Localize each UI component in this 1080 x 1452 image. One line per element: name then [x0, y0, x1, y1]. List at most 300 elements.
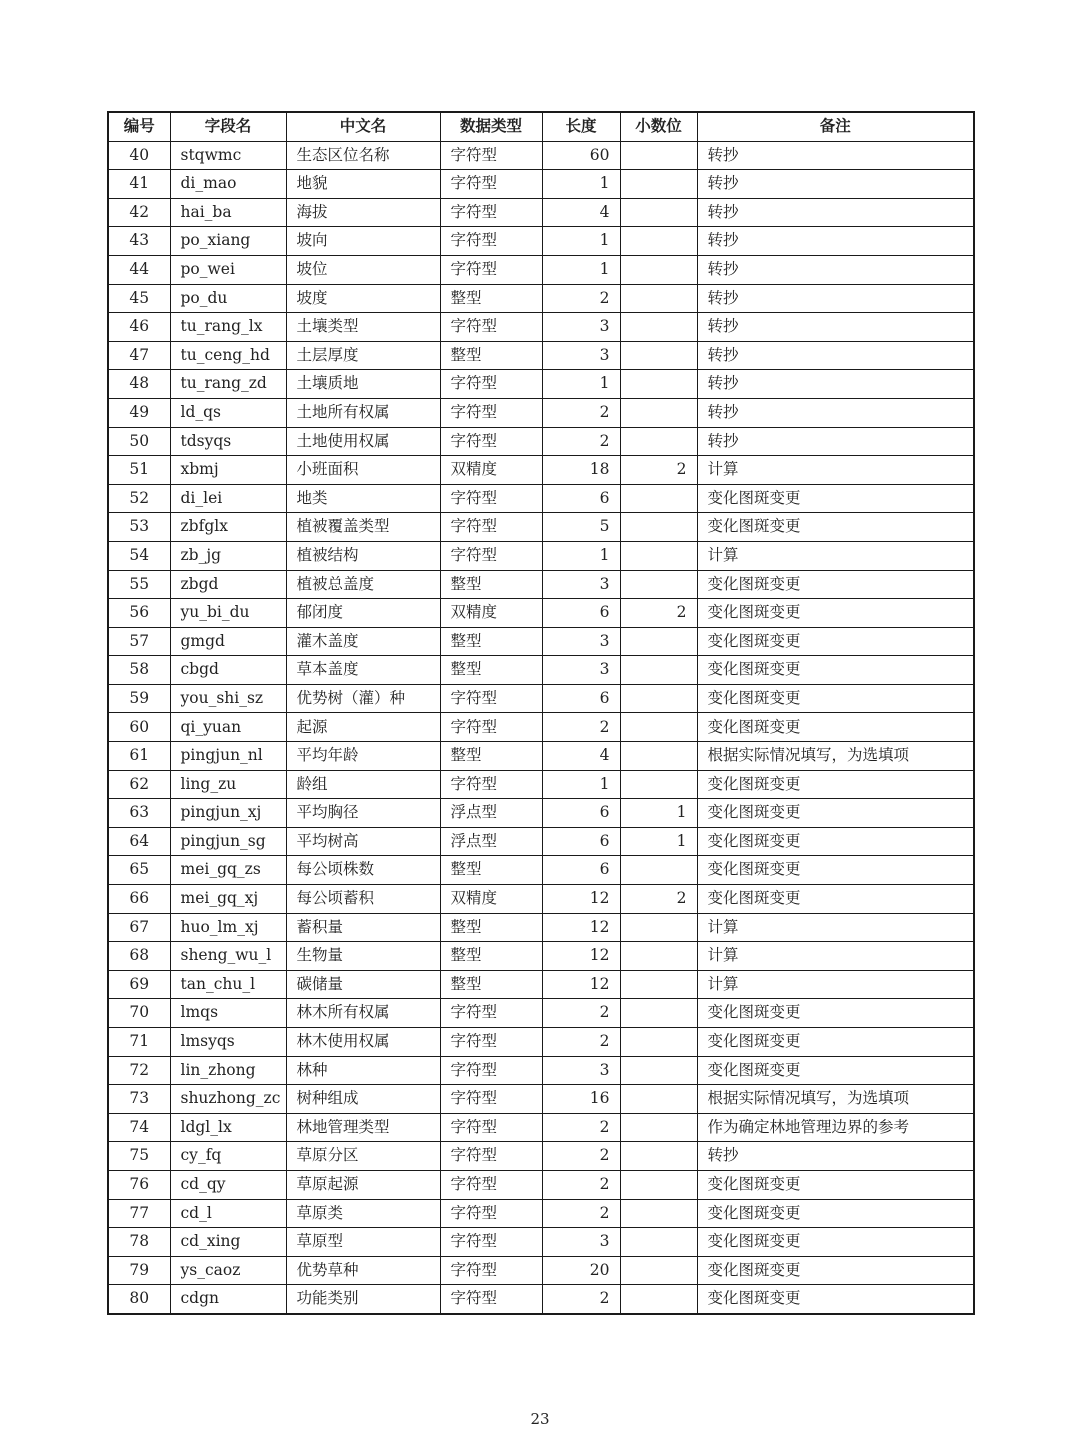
cell-row-id: 48 — [108, 370, 170, 399]
table-row — [108, 770, 974, 799]
cell-length: 2 — [542, 1113, 620, 1142]
cell-chinese-name: 每公顷蓄积 — [286, 885, 440, 914]
cell-data-type: 字符型 — [440, 1028, 542, 1057]
table-row — [108, 1256, 974, 1285]
cell-chinese-name: 功能类别 — [286, 1285, 440, 1314]
cell-row-id: 41 — [108, 170, 170, 199]
cell-data-type: 字符型 — [440, 1228, 542, 1257]
table-row — [108, 1170, 974, 1199]
cell-length: 1 — [542, 541, 620, 570]
cell-chinese-name: 平均年龄 — [286, 742, 440, 771]
cell-row-id: 75 — [108, 1142, 170, 1171]
cell-length: 12 — [542, 885, 620, 914]
cell-field-name: po_du — [170, 284, 286, 313]
cell-chinese-name: 坡度 — [286, 284, 440, 313]
cell-decimals — [620, 255, 697, 284]
cell-remarks: 变化图斑变更 — [697, 1228, 974, 1257]
cell-remarks: 计算 — [697, 541, 974, 570]
cell-row-id: 57 — [108, 627, 170, 656]
cell-row-id: 62 — [108, 770, 170, 799]
cell-length: 12 — [542, 913, 620, 942]
cell-decimals — [620, 656, 697, 685]
cell-data-type: 整型 — [440, 913, 542, 942]
cell-remarks: 变化图斑变更 — [697, 1256, 974, 1285]
cell-row-id: 71 — [108, 1028, 170, 1057]
cell-length: 16 — [542, 1085, 620, 1114]
cell-row-id: 74 — [108, 1113, 170, 1142]
cell-field-name: tu_ceng_hd — [170, 341, 286, 370]
cell-decimals — [620, 1228, 697, 1257]
cell-data-type: 字符型 — [440, 1056, 542, 1085]
cell-data-type: 双精度 — [440, 456, 542, 485]
cell-data-type: 字符型 — [440, 1256, 542, 1285]
cell-length: 1 — [542, 770, 620, 799]
header-data-type: 数据类型 — [440, 112, 542, 141]
cell-length: 5 — [542, 513, 620, 542]
cell-field-name: zb_jg — [170, 541, 286, 570]
cell-remarks: 变化图斑变更 — [697, 1285, 974, 1314]
cell-row-id: 68 — [108, 942, 170, 971]
cell-field-name: gmgd — [170, 627, 286, 656]
table-row — [108, 942, 974, 971]
cell-field-name: ld_qs — [170, 398, 286, 427]
cell-row-id: 42 — [108, 198, 170, 227]
cell-decimals — [620, 570, 697, 599]
cell-decimals — [620, 999, 697, 1028]
cell-length: 4 — [542, 198, 620, 227]
cell-remarks: 变化图斑变更 — [697, 656, 974, 685]
cell-data-type: 字符型 — [440, 1285, 542, 1314]
cell-decimals — [620, 427, 697, 456]
cell-field-name: xbmj — [170, 456, 286, 485]
cell-remarks: 转抄 — [697, 341, 974, 370]
cell-remarks: 转抄 — [697, 255, 974, 284]
cell-chinese-name: 地类 — [286, 484, 440, 513]
cell-remarks: 作为确定林地管理边界的参考 — [697, 1113, 974, 1142]
cell-data-type: 字符型 — [440, 141, 542, 170]
cell-row-id: 78 — [108, 1228, 170, 1257]
cell-decimals — [620, 942, 697, 971]
cell-chinese-name: 土地所有权属 — [286, 398, 440, 427]
cell-length: 1 — [542, 227, 620, 256]
cell-decimals — [620, 1113, 697, 1142]
header-id: 编号 — [108, 112, 170, 141]
table-body — [108, 141, 974, 1314]
cell-chinese-name: 坡位 — [286, 255, 440, 284]
cell-remarks: 变化图斑变更 — [697, 799, 974, 828]
cell-data-type: 整型 — [440, 570, 542, 599]
table-row — [108, 513, 974, 542]
cell-data-type: 双精度 — [440, 599, 542, 628]
cell-chinese-name: 每公顷株数 — [286, 856, 440, 885]
cell-remarks: 变化图斑变更 — [697, 484, 974, 513]
cell-decimals — [620, 627, 697, 656]
table-row — [108, 255, 974, 284]
table-row — [108, 999, 974, 1028]
cell-decimals — [620, 484, 697, 513]
table-row — [108, 742, 974, 771]
cell-chinese-name: 生态区位名称 — [286, 141, 440, 170]
table-row — [108, 1056, 974, 1085]
cell-length: 3 — [542, 627, 620, 656]
cell-length: 20 — [542, 1256, 620, 1285]
cell-length: 2 — [542, 1199, 620, 1228]
cell-length: 2 — [542, 427, 620, 456]
cell-chinese-name: 林木所有权属 — [286, 999, 440, 1028]
cell-decimals — [620, 684, 697, 713]
header-length: 长度 — [542, 112, 620, 141]
cell-chinese-name: 小班面积 — [286, 456, 440, 485]
cell-row-id: 46 — [108, 313, 170, 342]
cell-data-type: 字符型 — [440, 370, 542, 399]
cell-chinese-name: 优势草种 — [286, 1256, 440, 1285]
header-remarks: 备注 — [697, 112, 974, 141]
cell-row-id: 66 — [108, 885, 170, 914]
cell-remarks: 变化图斑变更 — [697, 999, 974, 1028]
cell-decimals — [620, 1085, 697, 1114]
cell-decimals — [620, 856, 697, 885]
cell-chinese-name: 优势树（灌）种 — [286, 684, 440, 713]
cell-field-name: lmsyqs — [170, 1028, 286, 1057]
table-row — [108, 227, 974, 256]
cell-length: 2 — [542, 713, 620, 742]
cell-decimals: 2 — [620, 456, 697, 485]
cell-chinese-name: 蓄积量 — [286, 913, 440, 942]
cell-row-id: 63 — [108, 799, 170, 828]
cell-chinese-name: 灌木盖度 — [286, 627, 440, 656]
cell-field-name: cd_qy — [170, 1170, 286, 1199]
cell-data-type: 字符型 — [440, 427, 542, 456]
cell-field-name: hai_ba — [170, 198, 286, 227]
table-row — [108, 1113, 974, 1142]
cell-chinese-name: 碳储量 — [286, 970, 440, 999]
table-row — [108, 570, 974, 599]
cell-remarks: 变化图斑变更 — [697, 885, 974, 914]
cell-data-type: 整型 — [440, 856, 542, 885]
cell-chinese-name: 土层厚度 — [286, 341, 440, 370]
cell-field-name: lin_zhong — [170, 1056, 286, 1085]
table-header-row — [108, 112, 974, 141]
cell-field-name: yu_bi_du — [170, 599, 286, 628]
cell-chinese-name: 土壤质地 — [286, 370, 440, 399]
cell-field-name: cy_fq — [170, 1142, 286, 1171]
cell-row-id: 45 — [108, 284, 170, 313]
cell-data-type: 字符型 — [440, 1085, 542, 1114]
cell-remarks: 根据实际情况填写，为选填项 — [697, 1085, 974, 1114]
cell-length: 6 — [542, 684, 620, 713]
table-row — [108, 970, 974, 999]
cell-data-type: 整型 — [440, 341, 542, 370]
cell-row-id: 69 — [108, 970, 170, 999]
cell-length: 3 — [542, 341, 620, 370]
cell-chinese-name: 植被覆盖类型 — [286, 513, 440, 542]
cell-remarks: 变化图斑变更 — [697, 1056, 974, 1085]
table-row — [108, 484, 974, 513]
table-row — [108, 856, 974, 885]
cell-row-id: 61 — [108, 742, 170, 771]
cell-field-name: ys_caoz — [170, 1256, 286, 1285]
cell-remarks: 变化图斑变更 — [697, 1199, 974, 1228]
cell-row-id: 44 — [108, 255, 170, 284]
cell-field-name: tdsyqs — [170, 427, 286, 456]
cell-remarks: 转抄 — [697, 284, 974, 313]
cell-decimals — [620, 770, 697, 799]
cell-length: 4 — [542, 742, 620, 771]
cell-field-name: zbfglx — [170, 513, 286, 542]
table-row — [108, 713, 974, 742]
cell-decimals: 1 — [620, 799, 697, 828]
cell-length: 3 — [542, 570, 620, 599]
cell-data-type: 浮点型 — [440, 799, 542, 828]
cell-row-id: 60 — [108, 713, 170, 742]
cell-length: 60 — [542, 141, 620, 170]
cell-remarks: 变化图斑变更 — [697, 856, 974, 885]
cell-decimals: 1 — [620, 827, 697, 856]
cell-row-id: 55 — [108, 570, 170, 599]
table-row — [108, 284, 974, 313]
cell-length: 3 — [542, 313, 620, 342]
cell-chinese-name: 龄组 — [286, 770, 440, 799]
cell-length: 2 — [542, 1170, 620, 1199]
cell-data-type: 字符型 — [440, 227, 542, 256]
cell-data-type: 字符型 — [440, 198, 542, 227]
table-row — [108, 1285, 974, 1314]
cell-length: 2 — [542, 1028, 620, 1057]
cell-decimals — [620, 370, 697, 399]
cell-row-id: 51 — [108, 456, 170, 485]
cell-field-name: di_mao — [170, 170, 286, 199]
cell-decimals: 2 — [620, 599, 697, 628]
cell-remarks: 变化图斑变更 — [697, 513, 974, 542]
cell-data-type: 整型 — [440, 656, 542, 685]
cell-remarks: 计算 — [697, 456, 974, 485]
cell-row-id: 80 — [108, 1285, 170, 1314]
cell-remarks: 变化图斑变更 — [697, 627, 974, 656]
cell-length: 3 — [542, 1228, 620, 1257]
table-row — [108, 684, 974, 713]
cell-remarks: 变化图斑变更 — [697, 1170, 974, 1199]
cell-field-name: cd_xing — [170, 1228, 286, 1257]
cell-row-id: 56 — [108, 599, 170, 628]
cell-decimals — [620, 1199, 697, 1228]
cell-data-type: 整型 — [440, 942, 542, 971]
table-row — [108, 313, 974, 342]
cell-chinese-name: 树种组成 — [286, 1085, 440, 1114]
cell-decimals — [620, 1256, 697, 1285]
cell-length: 6 — [542, 799, 620, 828]
cell-decimals — [620, 1285, 697, 1314]
cell-chinese-name: 生物量 — [286, 942, 440, 971]
cell-row-id: 40 — [108, 141, 170, 170]
cell-chinese-name: 起源 — [286, 713, 440, 742]
cell-row-id: 64 — [108, 827, 170, 856]
cell-row-id: 79 — [108, 1256, 170, 1285]
cell-decimals — [620, 198, 697, 227]
cell-data-type: 字符型 — [440, 541, 542, 570]
cell-chinese-name: 土地使用权属 — [286, 427, 440, 456]
cell-chinese-name: 林种 — [286, 1056, 440, 1085]
cell-chinese-name: 林地管理类型 — [286, 1113, 440, 1142]
table-row — [108, 599, 974, 628]
cell-decimals — [620, 541, 697, 570]
cell-data-type: 字符型 — [440, 484, 542, 513]
cell-length: 12 — [542, 942, 620, 971]
table-row — [108, 627, 974, 656]
cell-chinese-name: 地貌 — [286, 170, 440, 199]
table-row — [108, 1199, 974, 1228]
cell-length: 2 — [542, 284, 620, 313]
cell-row-id: 54 — [108, 541, 170, 570]
cell-length: 2 — [542, 999, 620, 1028]
cell-data-type: 整型 — [440, 970, 542, 999]
cell-data-type: 字符型 — [440, 999, 542, 1028]
cell-chinese-name: 草原类 — [286, 1199, 440, 1228]
cell-remarks: 根据实际情况填写，为选填项 — [697, 742, 974, 771]
cell-data-type: 字符型 — [440, 770, 542, 799]
cell-field-name: zbgd — [170, 570, 286, 599]
table-row — [108, 827, 974, 856]
cell-chinese-name: 坡向 — [286, 227, 440, 256]
cell-chinese-name: 郁闭度 — [286, 599, 440, 628]
cell-row-id: 50 — [108, 427, 170, 456]
cell-data-type: 整型 — [440, 627, 542, 656]
cell-field-name: pingjun_xj — [170, 799, 286, 828]
cell-decimals — [620, 227, 697, 256]
cell-decimals — [620, 313, 697, 342]
cell-field-name: cdgn — [170, 1285, 286, 1314]
cell-length: 3 — [542, 656, 620, 685]
cell-decimals — [620, 1028, 697, 1057]
cell-remarks: 变化图斑变更 — [697, 684, 974, 713]
cell-data-type: 字符型 — [440, 398, 542, 427]
cell-remarks: 转抄 — [697, 198, 974, 227]
table-row — [108, 1028, 974, 1057]
cell-remarks: 转抄 — [697, 227, 974, 256]
cell-row-id: 72 — [108, 1056, 170, 1085]
cell-field-name: stqwmc — [170, 141, 286, 170]
table-row — [108, 541, 974, 570]
cell-field-name: tu_rang_lx — [170, 313, 286, 342]
cell-data-type: 字符型 — [440, 170, 542, 199]
cell-row-id: 47 — [108, 341, 170, 370]
table-row — [108, 799, 974, 828]
cell-decimals — [620, 398, 697, 427]
cell-length: 6 — [542, 599, 620, 628]
cell-field-name: sheng_wu_l — [170, 942, 286, 971]
cell-data-type: 字符型 — [440, 713, 542, 742]
cell-field-name: tan_chu_l — [170, 970, 286, 999]
cell-remarks: 转抄 — [697, 398, 974, 427]
cell-decimals — [620, 341, 697, 370]
cell-decimals — [620, 913, 697, 942]
cell-row-id: 70 — [108, 999, 170, 1028]
cell-length: 1 — [542, 255, 620, 284]
cell-field-name: tu_rang_zd — [170, 370, 286, 399]
cell-row-id: 53 — [108, 513, 170, 542]
cell-remarks: 转抄 — [697, 370, 974, 399]
cell-field-name: you_shi_sz — [170, 684, 286, 713]
cell-remarks: 变化图斑变更 — [697, 1028, 974, 1057]
table-row — [108, 370, 974, 399]
cell-row-id: 67 — [108, 913, 170, 942]
cell-field-name: mei_gq_xj — [170, 885, 286, 914]
cell-field-name: di_lei — [170, 484, 286, 513]
cell-row-id: 65 — [108, 856, 170, 885]
cell-chinese-name: 林木使用权属 — [286, 1028, 440, 1057]
page-number: 23 — [530, 1410, 550, 1428]
cell-data-type: 字符型 — [440, 313, 542, 342]
cell-remarks: 转抄 — [697, 170, 974, 199]
cell-data-type: 字符型 — [440, 1170, 542, 1199]
cell-decimals — [620, 513, 697, 542]
cell-length: 12 — [542, 970, 620, 999]
cell-data-type: 浮点型 — [440, 827, 542, 856]
cell-decimals: 2 — [620, 885, 697, 914]
cell-chinese-name: 草本盖度 — [286, 656, 440, 685]
cell-decimals — [620, 284, 697, 313]
cell-field-name: shuzhong_zc — [170, 1085, 286, 1114]
cell-remarks: 变化图斑变更 — [697, 599, 974, 628]
table-row — [108, 913, 974, 942]
cell-remarks: 计算 — [697, 970, 974, 999]
cell-remarks: 转抄 — [697, 141, 974, 170]
cell-length: 1 — [542, 370, 620, 399]
table-row — [108, 427, 974, 456]
cell-field-name: pingjun_sg — [170, 827, 286, 856]
cell-remarks: 变化图斑变更 — [697, 713, 974, 742]
table-row — [108, 456, 974, 485]
cell-remarks: 计算 — [697, 942, 974, 971]
table-row — [108, 198, 974, 227]
cell-remarks: 变化图斑变更 — [697, 770, 974, 799]
cell-row-id: 52 — [108, 484, 170, 513]
cell-chinese-name: 植被结构 — [286, 541, 440, 570]
cell-length: 6 — [542, 827, 620, 856]
table-row — [108, 341, 974, 370]
cell-decimals — [620, 1142, 697, 1171]
cell-decimals — [620, 141, 697, 170]
table-row — [108, 885, 974, 914]
cell-row-id: 59 — [108, 684, 170, 713]
header-field-name: 字段名 — [170, 112, 286, 141]
cell-field-name: huo_lm_xj — [170, 913, 286, 942]
cell-length: 1 — [542, 170, 620, 199]
cell-decimals — [620, 1056, 697, 1085]
table-row — [108, 1142, 974, 1171]
cell-data-type: 字符型 — [440, 255, 542, 284]
cell-length: 2 — [542, 1285, 620, 1314]
cell-row-id: 58 — [108, 656, 170, 685]
cell-length: 6 — [542, 484, 620, 513]
cell-chinese-name: 土壤类型 — [286, 313, 440, 342]
cell-field-name: cbgd — [170, 656, 286, 685]
cell-length: 2 — [542, 398, 620, 427]
cell-chinese-name: 草原分区 — [286, 1142, 440, 1171]
cell-length: 3 — [542, 1056, 620, 1085]
cell-field-name: qi_yuan — [170, 713, 286, 742]
cell-field-name: po_xiang — [170, 227, 286, 256]
header-chinese-name: 中文名 — [286, 112, 440, 141]
cell-field-name: po_wei — [170, 255, 286, 284]
cell-decimals — [620, 970, 697, 999]
cell-data-type: 字符型 — [440, 1113, 542, 1142]
cell-field-name: mei_gq_zs — [170, 856, 286, 885]
cell-decimals — [620, 713, 697, 742]
cell-chinese-name: 草原起源 — [286, 1170, 440, 1199]
cell-data-type: 字符型 — [440, 1199, 542, 1228]
cell-length: 18 — [542, 456, 620, 485]
cell-row-id: 43 — [108, 227, 170, 256]
